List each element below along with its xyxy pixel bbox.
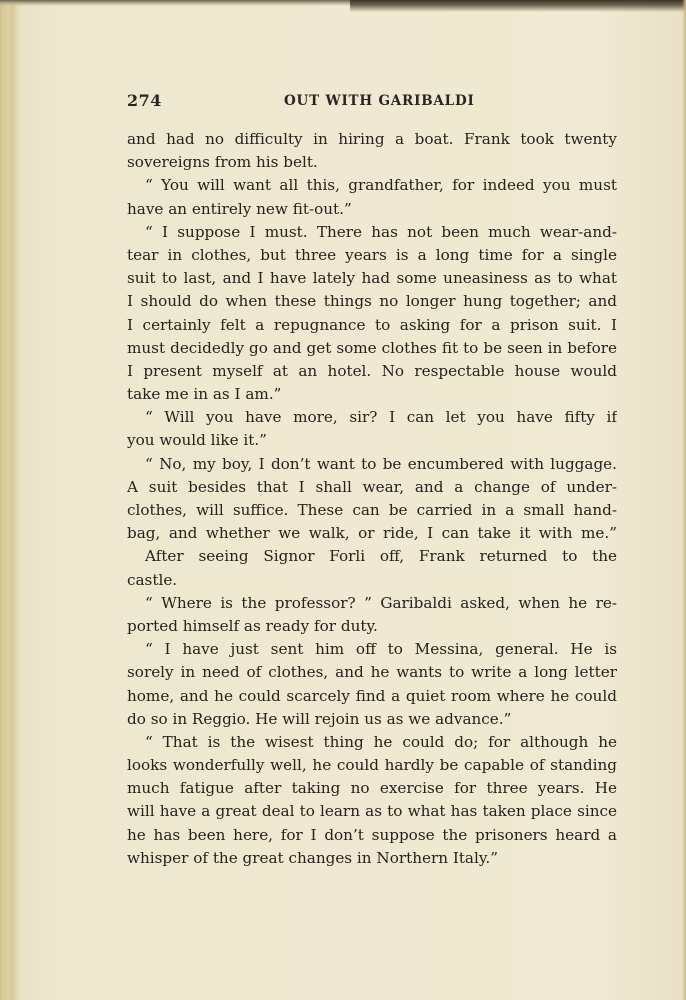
- text-line: have an entirely new fit-out.”: [127, 199, 352, 218]
- top-edge-dark: [350, 0, 686, 12]
- text-line: sorely in need of clothes, and he wants to write a long letter: [127, 663, 617, 682]
- text-line: “ No, my boy, I don’t want to be encumbered with luggage.: [145, 454, 617, 473]
- text-line: “ You will want all this, grandfather, for indeed you must: [145, 176, 617, 195]
- text-line: castle.: [127, 570, 178, 589]
- text-line: A suit besides that I shall wear, and a change of under-: [127, 477, 617, 496]
- text-line: clothes, will suffice. These can be carried in a small hand-: [127, 501, 617, 519]
- right-page-edge: [682, 0, 686, 1000]
- text-line: I should do when these things no longer hung together; and: [127, 292, 617, 311]
- running-head: [127, 91, 617, 113]
- text-line: take me in as I am.”: [127, 385, 282, 404]
- text-line: and had no difficulty in hiring a boat. Frank took twenty: [127, 130, 617, 148]
- text-line: I certainly felt a repugnance to asking for a prison suit. I: [127, 315, 617, 334]
- text-line: home, and he could scarcely find a quiet room where he could: [127, 686, 617, 705]
- text-line: must decidedly go and get some clothes fit to be seen in before: [127, 338, 617, 357]
- text-line: I present myself at an hotel. No respectable house would: [127, 361, 617, 380]
- text-line: “ I have just sent him off to Messina, general. He is: [145, 640, 617, 659]
- text-line: much fatigue after taking no exercise for three years. He: [127, 779, 617, 798]
- text-line: sovereigns from his belt.: [127, 153, 318, 172]
- text-line: looks wonderfully well, he could hardly be capable of standing: [127, 756, 617, 775]
- text-line: whisper of the great changes in Northern Italy.”: [127, 848, 499, 867]
- text-line: suit to last, and I have lately had some uneasiness as to what: [127, 269, 617, 288]
- text-line: “ I suppose I must. There has not been much wear-and-: [145, 222, 617, 241]
- text-line: “ Where is the professor? ” Garibaldi asked, when he re-: [145, 593, 617, 612]
- text-line: do so in Reggio. He will rejoin us as we advance.”: [127, 709, 512, 728]
- text-line: you would like it.”: [127, 431, 267, 450]
- text-line: tear in clothes, but three years is a long time for a single: [127, 245, 617, 264]
- text-line: he has been here, for I don’t suppose the prisoners heard a: [127, 825, 617, 844]
- text-line: “ That is the wisest thing he could do; for although he: [145, 732, 617, 751]
- text-line: will have a great deal to learn as to what has taken place since: [127, 802, 617, 821]
- text-line: bag, and whether we walk, or ride, I can take it with me.”: [127, 524, 617, 543]
- body-text: [127, 128, 617, 870]
- page-number: 274: [127, 91, 162, 110]
- text-line: After seeing Signor Forli off, Frank returned to the: [145, 547, 617, 566]
- text-line: ported himself as ready for duty.: [127, 616, 378, 635]
- running-title: OUT WITH GARIBALDI: [284, 93, 475, 109]
- page-binding-edge: [0, 0, 22, 1000]
- text-line: “ Will you have more, sir? I can let you have fifty if: [145, 408, 617, 427]
- binding-stripe: [4, 0, 7, 1000]
